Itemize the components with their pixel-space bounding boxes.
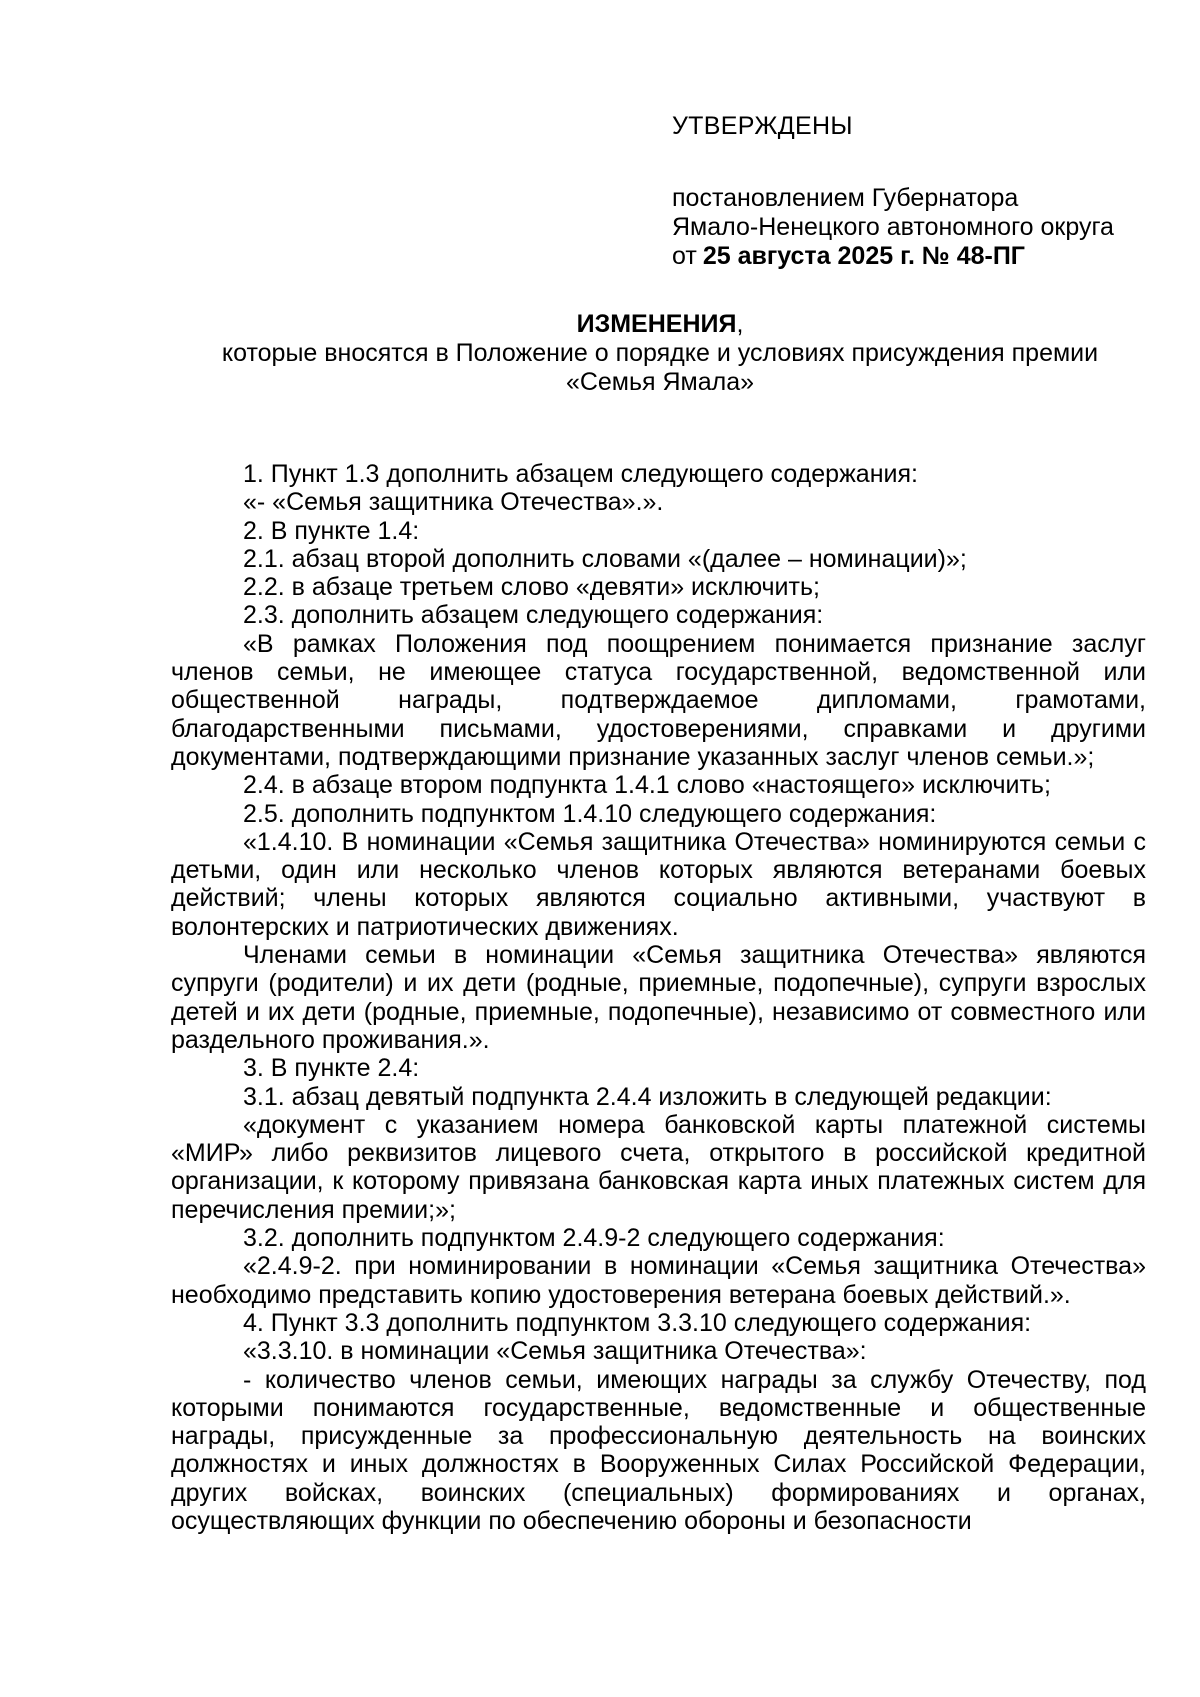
paragraph: «- «Семья защитника Отечества».». — [243, 488, 664, 517]
paragraph: Членами семьи в номинации «Семья защитника Отечества» являются супруги (родители) и их дети (родные, приемные, подопечные), супруги взрослых детей и их дети (родные, приемные, подопечные), независимо от совместного или раздельного проживания.». — [171, 941, 1146, 1054]
document-subtitle-line-1: которые вносятся в Положение о порядке и условиях присуждения премии — [221, 339, 1099, 367]
document-subtitle-line-2: «Семья Ямала» — [565, 368, 755, 396]
approval-date-value: 25 августа 2025 г. № 48-ПГ — [702, 242, 1025, 270]
approval-block — [672, 112, 1172, 271]
document-title-text: ИЗМЕНЕНИЯ — [576, 310, 737, 338]
approval-stamp: УТВЕРЖДЕНЫ — [672, 112, 853, 140]
paragraph: 2.2. в абзаце третьем слово «девяти» исключить; — [243, 573, 820, 602]
document-body — [171, 460, 1146, 1535]
paragraph: «документ с указанием номера банковской карты платежной системы «МИР» либо реквизитов лицевого счета, открытого в российской кредитной организации, к которому привязана банковская карта иных платежных систем для перечисления премии;»; — [171, 1110, 1146, 1224]
approval-issuer-line: постановлением Губернатора — [672, 184, 1019, 212]
paragraph: «2.4.9-2. при номинировании в номинации «Семья защитника Отечества» необходимо представить копию удостоверения ветерана боевых действий.». — [171, 1252, 1146, 1309]
paragraph: «3.3.10. в номинации «Семья защитника Отечества»: — [243, 1337, 867, 1366]
document-title-comma: , — [736, 310, 744, 338]
paragraph: 2.5. дополнить подпунктом 1.4.10 следующего содержания: — [243, 799, 937, 828]
document-heading — [140, 310, 1180, 397]
approval-date-prefix: от — [672, 242, 697, 270]
paragraph: 2.4. в абзаце втором подпункта 1.4.1 слово «настоящего» исключить; — [243, 771, 1051, 800]
paragraph: 4. Пункт 3.3 дополнить подпунктом 3.3.10 следующего содержания: — [243, 1308, 1032, 1337]
paragraph: 1. Пункт 1.3 дополнить абзацем следующего содержания: — [243, 460, 918, 488]
document-title — [140, 310, 1180, 339]
paragraph: 3. В пункте 2.4: — [243, 1054, 420, 1083]
paragraph: «1.4.10. В номинации «Семья защитника Отечества» номинируются семьи с детьми, один или несколько членов которых являются ветеранами боевых действий; члены которых являются социально активными, участвуют в волонтерских и патриотических движениях. — [171, 827, 1146, 941]
paragraph: 3.1. абзац девятый подпункта 2.4.4 изложить в следующей редакции: — [243, 1082, 1052, 1111]
paragraph: 2.1. абзац второй дополнить словами «(далее – номинации)»; — [243, 544, 967, 573]
paragraph: 2.3. дополнить абзацем следующего содержания: — [243, 601, 824, 630]
paragraph: 2. В пункте 1.4: — [243, 516, 420, 545]
approval-region-line: Ямало-Ненецкого автономного округа — [672, 213, 1114, 241]
paragraph: - количество членов семьи, имеющих награды за службу Отечеству, под которыми понимаются государственные, ведомственные и общественные награды, присужденные за профессиональную деятельность на воинских должностях и иных должностях в Вооруженных Силах Российской Федерации, других войсках, воинских (специальных) формированиях и органах, осуществляющих функции по обеспечению обороны и безопасности — [171, 1365, 1146, 1535]
paragraph: «В рамках Положения под поощрением понимается признание заслуг членов семьи, не имеющее статуса государственной, ведомственной или общественной награды, подтверждаемое дипломами, грамотами, благодарственными письмами, удостоверениями, справками и другими документами, подтверждающими признание указанных заслуг членов семьи.»; — [171, 629, 1146, 771]
paragraph: 3.2. дополнить подпунктом 2.4.9-2 следующего содержания: — [243, 1224, 945, 1253]
approval-date-line — [672, 242, 1172, 271]
